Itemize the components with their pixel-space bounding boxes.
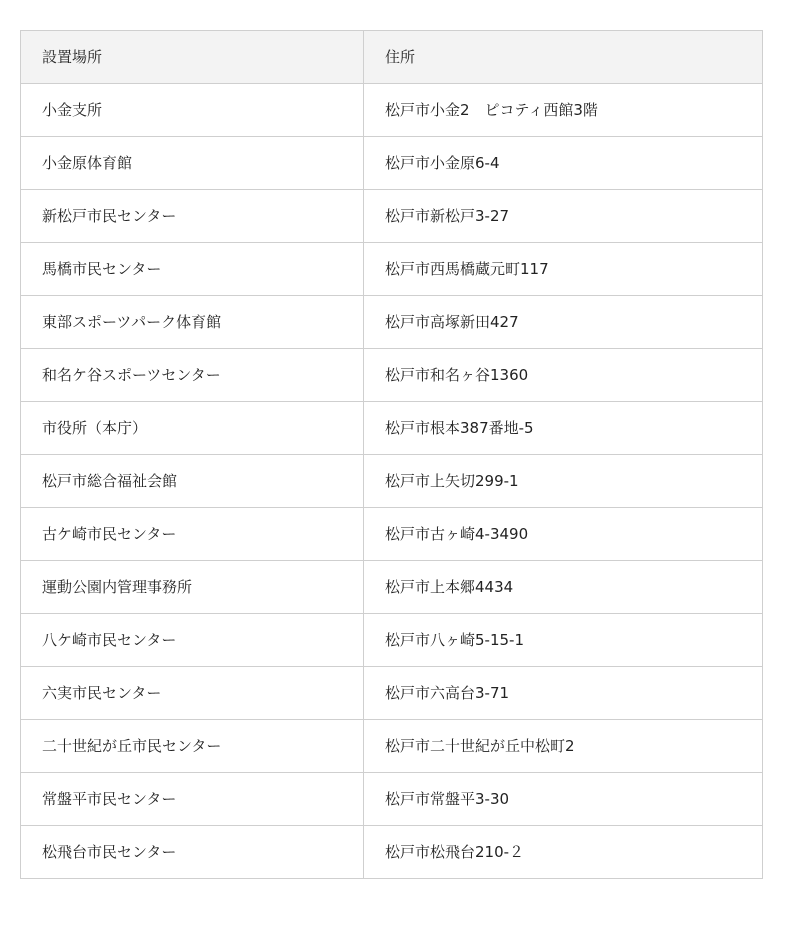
table-row: [21, 614, 763, 667]
cell-location: 古ケ崎市民センター: [21, 508, 364, 561]
table-row: [21, 243, 763, 296]
cell-location: 小金支所: [21, 84, 364, 137]
table-row: [21, 720, 763, 773]
table-row: [21, 826, 763, 879]
table-row: [21, 349, 763, 402]
cell-location: 運動公園内管理事務所: [21, 561, 364, 614]
header-row: [21, 31, 763, 84]
cell-address: 松戸市小金原6-4: [364, 137, 763, 190]
cell-location: 市役所（本庁）: [21, 402, 364, 455]
location-table: [20, 30, 763, 879]
table-row: [21, 190, 763, 243]
cell-location: 松戸市総合福祉会館: [21, 455, 364, 508]
cell-location: 六実市民センター: [21, 667, 364, 720]
cell-location: 東部スポーツパーク体育館: [21, 296, 364, 349]
cell-address: 松戸市高塚新田427: [364, 296, 763, 349]
cell-address: 松戸市小金2 ピコティ西館3階: [364, 84, 763, 137]
cell-location: 和名ケ谷スポーツセンター: [21, 349, 364, 402]
cell-address: 松戸市和名ヶ谷1360: [364, 349, 763, 402]
table-row: [21, 84, 763, 137]
cell-location: 小金原体育館: [21, 137, 364, 190]
cell-location: 松飛台市民センター: [21, 826, 364, 879]
location-table-container: [20, 30, 762, 879]
cell-address: 松戸市八ヶ崎5-15-1: [364, 614, 763, 667]
cell-address: 松戸市常盤平3-30: [364, 773, 763, 826]
cell-location: 馬橋市民センター: [21, 243, 364, 296]
table-row: [21, 561, 763, 614]
cell-address: 松戸市二十世紀が丘中松町2: [364, 720, 763, 773]
cell-address: 松戸市六高台3-71: [364, 667, 763, 720]
table-row: [21, 137, 763, 190]
cell-address: 松戸市根本387番地-5: [364, 402, 763, 455]
table-row: [21, 402, 763, 455]
cell-address: 松戸市古ヶ崎4-3490: [364, 508, 763, 561]
table-row: [21, 455, 763, 508]
table-body: [21, 84, 763, 879]
table-row: [21, 296, 763, 349]
cell-address: 松戸市西馬橋蔵元町117: [364, 243, 763, 296]
cell-address: 松戸市松飛台210-２: [364, 826, 763, 879]
cell-location: 常盤平市民センター: [21, 773, 364, 826]
cell-address: 松戸市上矢切299-1: [364, 455, 763, 508]
table-row: [21, 667, 763, 720]
cell-address: 松戸市新松戸3-27: [364, 190, 763, 243]
cell-location: 新松戸市民センター: [21, 190, 364, 243]
table-header: [21, 31, 763, 84]
table-row: [21, 508, 763, 561]
header-location: 設置場所: [21, 31, 364, 84]
cell-location: 二十世紀が丘市民センター: [21, 720, 364, 773]
header-address: 住所: [364, 31, 763, 84]
cell-location: 八ケ崎市民センター: [21, 614, 364, 667]
table-row: [21, 773, 763, 826]
cell-address: 松戸市上本郷4434: [364, 561, 763, 614]
